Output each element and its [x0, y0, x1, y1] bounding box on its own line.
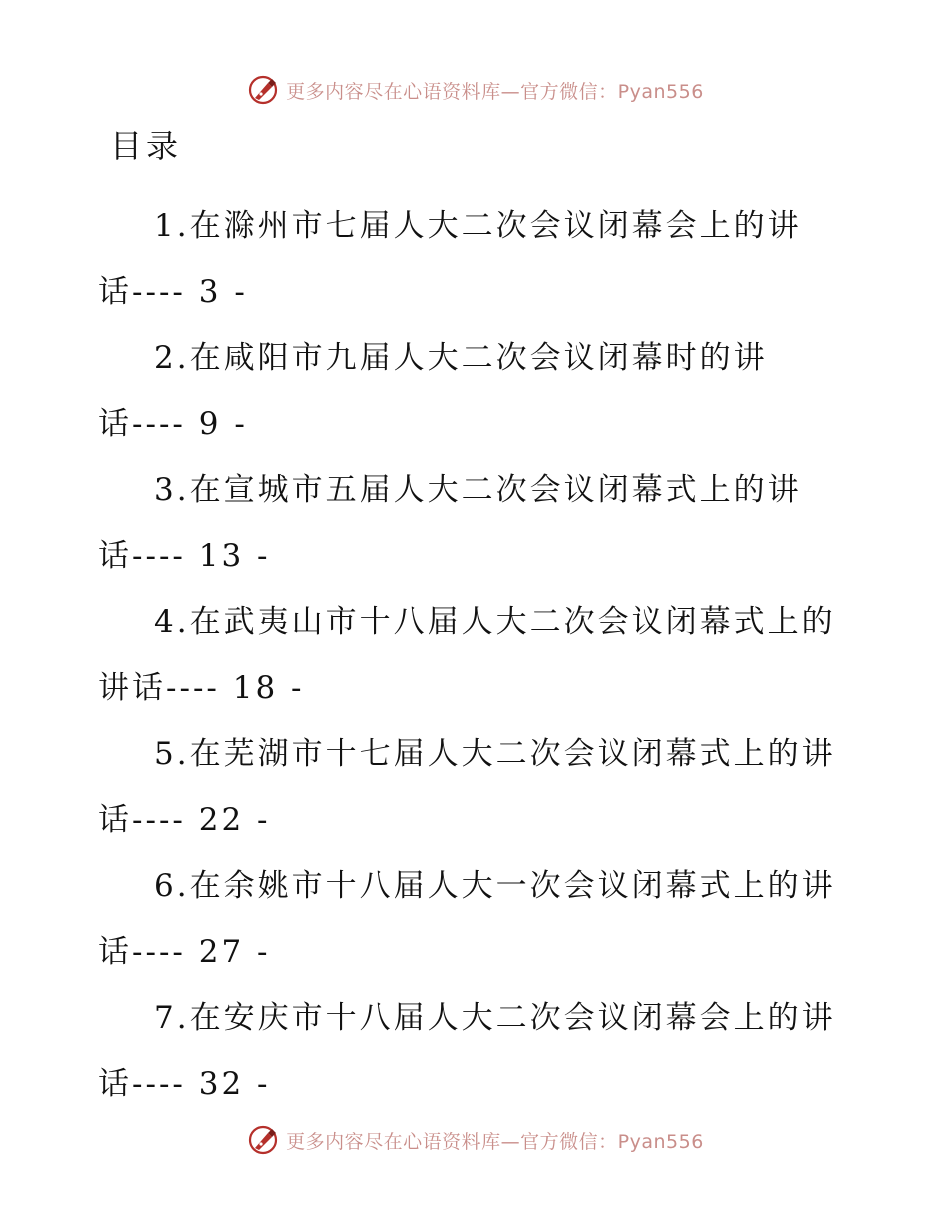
header-banner-content	[246, 73, 704, 107]
toc-entry-line2: 话---- 22 -	[98, 802, 271, 838]
toc-title: 目录	[110, 127, 183, 165]
toc-entry-line2: 话---- 27 -	[98, 934, 271, 970]
toc-entry-3[interactable]	[98, 457, 858, 589]
toc-entry-1[interactable]	[98, 193, 858, 325]
toc-entry-line1: 4.在武夷山市十八届人大二次会议闭幕式上的	[154, 604, 836, 640]
toc-entry-line1: 7.在安庆市十八届人大二次会议闭幕会上的讲	[154, 1000, 836, 1036]
toc-entry-line1: 6.在余姚市十八届人大一次会议闭幕式上的讲	[154, 868, 836, 904]
footer-banner-text: 更多内容尽在心语资料库—官方微信：Pyan556	[286, 1130, 704, 1153]
toc-entry-line1: 5.在芜湖市十七届人大二次会议闭幕式上的讲	[154, 736, 836, 772]
footer-banner	[0, 1120, 950, 1160]
pen-nib-logo-icon	[246, 73, 280, 107]
toc-entry-line2: 话---- 32 -	[98, 1066, 271, 1102]
toc-entry-line1: 2.在咸阳市九届人大二次会议闭幕时的讲	[154, 340, 768, 376]
toc-entry-line1: 1.在滁州市七届人大二次会议闭幕会上的讲	[154, 208, 802, 244]
toc-entry-line1: 3.在宣城市五届人大二次会议闭幕式上的讲	[154, 472, 802, 508]
toc-entry-line2: 话---- 3 -	[98, 274, 248, 310]
toc-entry-4[interactable]	[98, 589, 858, 721]
toc-entry-line2: 讲话---- 18 -	[98, 670, 305, 706]
footer-banner-content	[246, 1123, 704, 1157]
header-banner	[0, 70, 950, 110]
toc-entry-5[interactable]	[98, 721, 858, 853]
toc-entry-2[interactable]	[98, 325, 858, 457]
toc-entry-6[interactable]	[98, 853, 858, 985]
header-banner-text: 更多内容尽在心语资料库—官方微信：Pyan556	[286, 80, 704, 103]
toc-entry-line2: 话---- 13 -	[98, 538, 271, 574]
pen-nib-logo-icon	[246, 1123, 280, 1157]
toc-list	[98, 193, 858, 1117]
toc-entry-7[interactable]	[98, 985, 858, 1117]
toc-entry-line2: 话---- 9 -	[98, 406, 248, 442]
